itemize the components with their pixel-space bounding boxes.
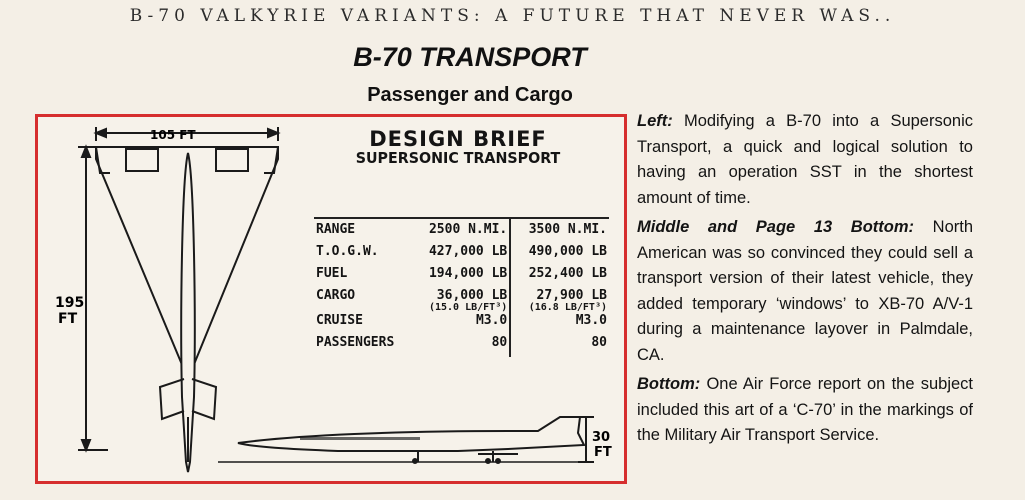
description-left <box>637 109 973 211</box>
cargo-density-2: (16.8 LB/FT³) <box>528 302 607 313</box>
side-view-fuselage <box>238 417 584 451</box>
spec-row <box>314 244 609 266</box>
spec-value-1: 194,000 LB <box>412 266 511 288</box>
spec-value-2: 252,400 LB <box>528 266 607 281</box>
height-label-top: 30 <box>592 430 611 445</box>
series-header: B-70 VALKYRIE VARIANTS: A FUTURE THAT NEVER WAS.. <box>129 6 896 26</box>
cargo-weight-2: 27,900 LB <box>536 288 607 303</box>
spec-value-1: 80 <box>412 335 511 357</box>
spec-table <box>314 217 609 357</box>
spec-value-2: 80 <box>591 335 607 350</box>
description-bottom <box>637 372 973 449</box>
height-label-bottom: FT <box>594 445 612 460</box>
caption-text: North American was so convinced they could sell a transport version of their latest vehicle, they added temporary ‘windows’ to XB-70 A/V-1 during a maintenance layover in Palmdale, CA. <box>637 218 974 364</box>
spec-label: FUEL <box>316 266 348 281</box>
spec-label: CARGO <box>316 288 356 303</box>
description-column <box>637 109 973 453</box>
spec-label: T.O.G.W. <box>316 244 379 259</box>
caption-lead: Bottom: <box>637 375 701 393</box>
caption-text: One Air Force report on the subject included this art of a ‘C-70’ in the markings of the Military Air Transport Service. <box>637 375 973 444</box>
brief-title: DESIGN BRIEF <box>369 127 547 151</box>
spec-row <box>314 313 609 335</box>
spec-row <box>314 335 609 357</box>
page-subtitle: Passenger and Cargo <box>367 84 573 106</box>
canard-left <box>126 149 158 171</box>
cabin-windows <box>300 437 420 440</box>
spec-value-2: 490,000 LB <box>528 244 607 259</box>
caption-lead: Middle and Page 13 Bottom: <box>637 218 915 236</box>
spec-label: RANGE <box>314 218 412 244</box>
spec-row <box>314 266 609 288</box>
brief-subtitle: SUPERSONIC TRANSPORT <box>355 149 561 167</box>
spec-value-2: 3500 N.MI. <box>510 218 609 244</box>
spec-row <box>314 288 609 313</box>
spec-value-1: M3.0 <box>412 313 511 335</box>
spec-label: PASSENGERS <box>316 335 395 350</box>
spec-row <box>314 218 609 244</box>
description-middle <box>637 215 973 368</box>
canard-right <box>216 149 248 171</box>
length-label-top: 195 <box>55 295 85 311</box>
design-brief <box>308 129 608 166</box>
caption-lead: Left: <box>637 112 673 130</box>
caption-text: Modifying a B-70 into a Supersonic Transport, a quick and logical solution to having an operation SST in the shortest amount of time. <box>637 112 973 207</box>
spec-value-1: 427,000 LB <box>412 244 511 266</box>
spec-value-1 <box>412 288 511 313</box>
design-figure <box>35 114 627 484</box>
spec-value-2: M3.0 <box>575 313 607 328</box>
spec-value-2 <box>510 288 609 313</box>
cargo-weight-1: 36,000 LB <box>436 288 508 303</box>
spec-label: CRUISE <box>316 313 363 328</box>
cargo-density-1: (15.0 LB/FT³) <box>428 302 508 313</box>
length-label-bottom: FT <box>58 311 78 327</box>
page-title: B-70 TRANSPORT <box>353 42 587 72</box>
spec-value-1: 2500 N.MI. <box>412 218 511 244</box>
span-label: 105 FT <box>150 128 196 142</box>
